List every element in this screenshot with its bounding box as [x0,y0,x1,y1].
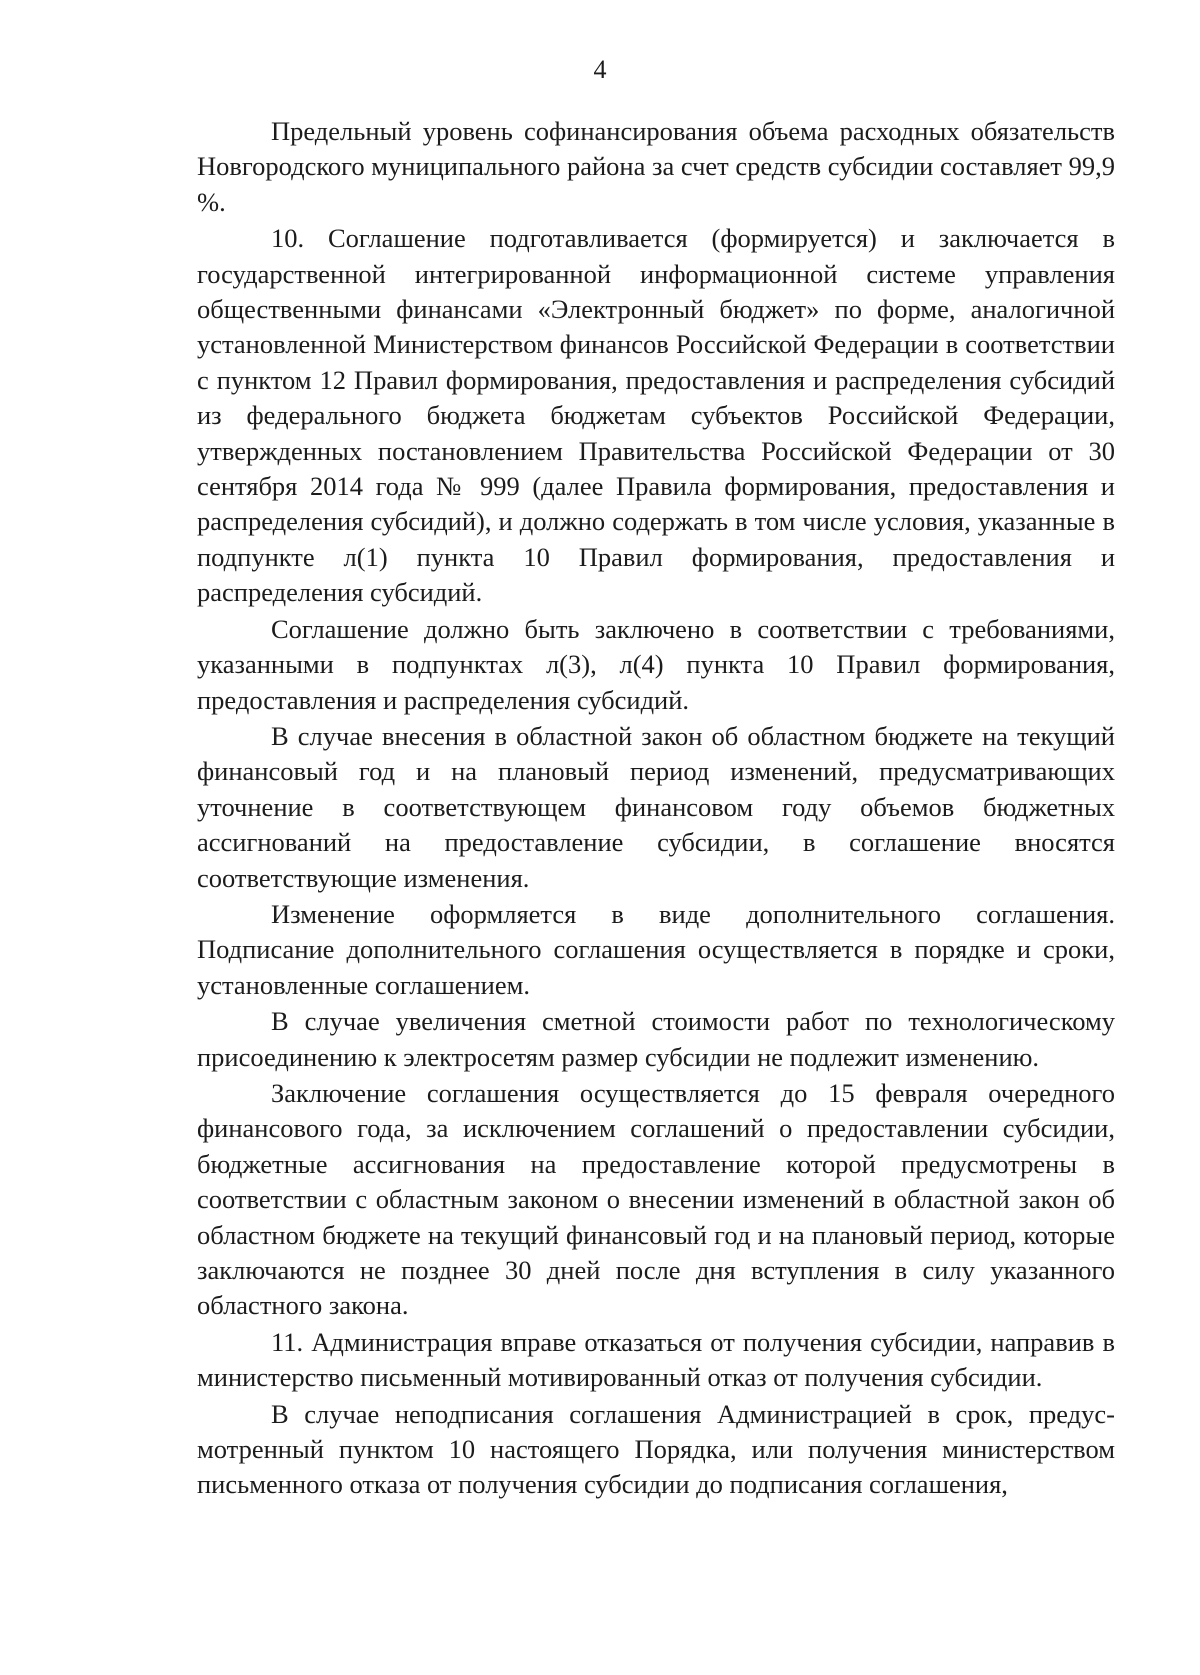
page-number: 4 [593,55,607,84]
paragraph-non-signing: В случае неподписания соглашения Администрацией в срок, предусмотренный пунктом 10 настоящего Порядка, или получения министерством письменного отказа от получения субсидии до подписания соглашения, [197,1398,1115,1500]
paragraph-additional-agreement: Изменение оформляется в виде дополнительного соглашения. Подписание дополнительного соглашения осуществляется в порядке и сроки, установленные соглашением. [197,898,1115,1000]
paragraph-cost-increase: В случае увеличения сметной стоимости работ по технологическому присоединению к электросетям размер субсидии не подлежит изменению. [197,1006,1115,1072]
paragraph-subsidy-refusal: 11. Администрация вправе отказаться от получения субсидии, направив в министерство письменный мотивированный отказ от получения субсидии. [197,1326,1115,1393]
document-body [197,114,1115,1503]
paragraph-agreement-requirements: Соглашение должно быть заключено в соответствии с требованиями, указанными в подпунктах л(3), л(4) пункта 10 Правил формирования, предоставления и распределения субсидий. [197,613,1115,715]
paragraph-agreement-deadline: Заключение соглашения осуществляется до 15 февраля очередного финансового года, за исключением соглашений о предоставлении субсидии, бюджетные ассигнования на предоставление которой предусмотрены в соответствии с областным законом о внесении изменений в областной закон об областном бюджете на текущий финансовый год и на плановый период, которые заключаются не позднее 30 дней после дня вступления в силу указанного областного закона. [197,1077,1115,1321]
paragraph-budget-changes: В случае внесения в областной закон об областном бюджете на текущий финансовый год и на плановый период изменений, предусматривающих уточнение в соответствующем финансовом году объемов бюджетных ассигнований на предоставление субсидии, в соглашение вносятся соответствующие изменения. [197,720,1115,893]
paragraph-cofinancing-level: Предельный уровень софинансирования объема расходных обязательств Новгородского муниципального района за счет средств субсидии составляет 99,9 %. [197,116,1115,217]
paragraph-agreement-preparation: 10. Соглашение подготавливается (формируется) и заключается в государственной интегрированной информационной системе управления общественными финансами «Электронный бюджет» по форме, аналогичной установленной Министерством финансов Российской Федерации в соответствии с пунктом 12 Правил формирования, предоставления и распределения субсидий из федерального бюджета бюджетам субъектов Российской Федерации, утвержденных постановлением Правительства Российской Федерации от 30 сентября 2014 года № 999 (далее Правила формирования, предоставления и распределения субсидий), и должно содержать в том числе условия, указанные в подпункте л(1) пункта 10 Правил формирования, предоставления и распределения субсидий. [197,223,1115,608]
